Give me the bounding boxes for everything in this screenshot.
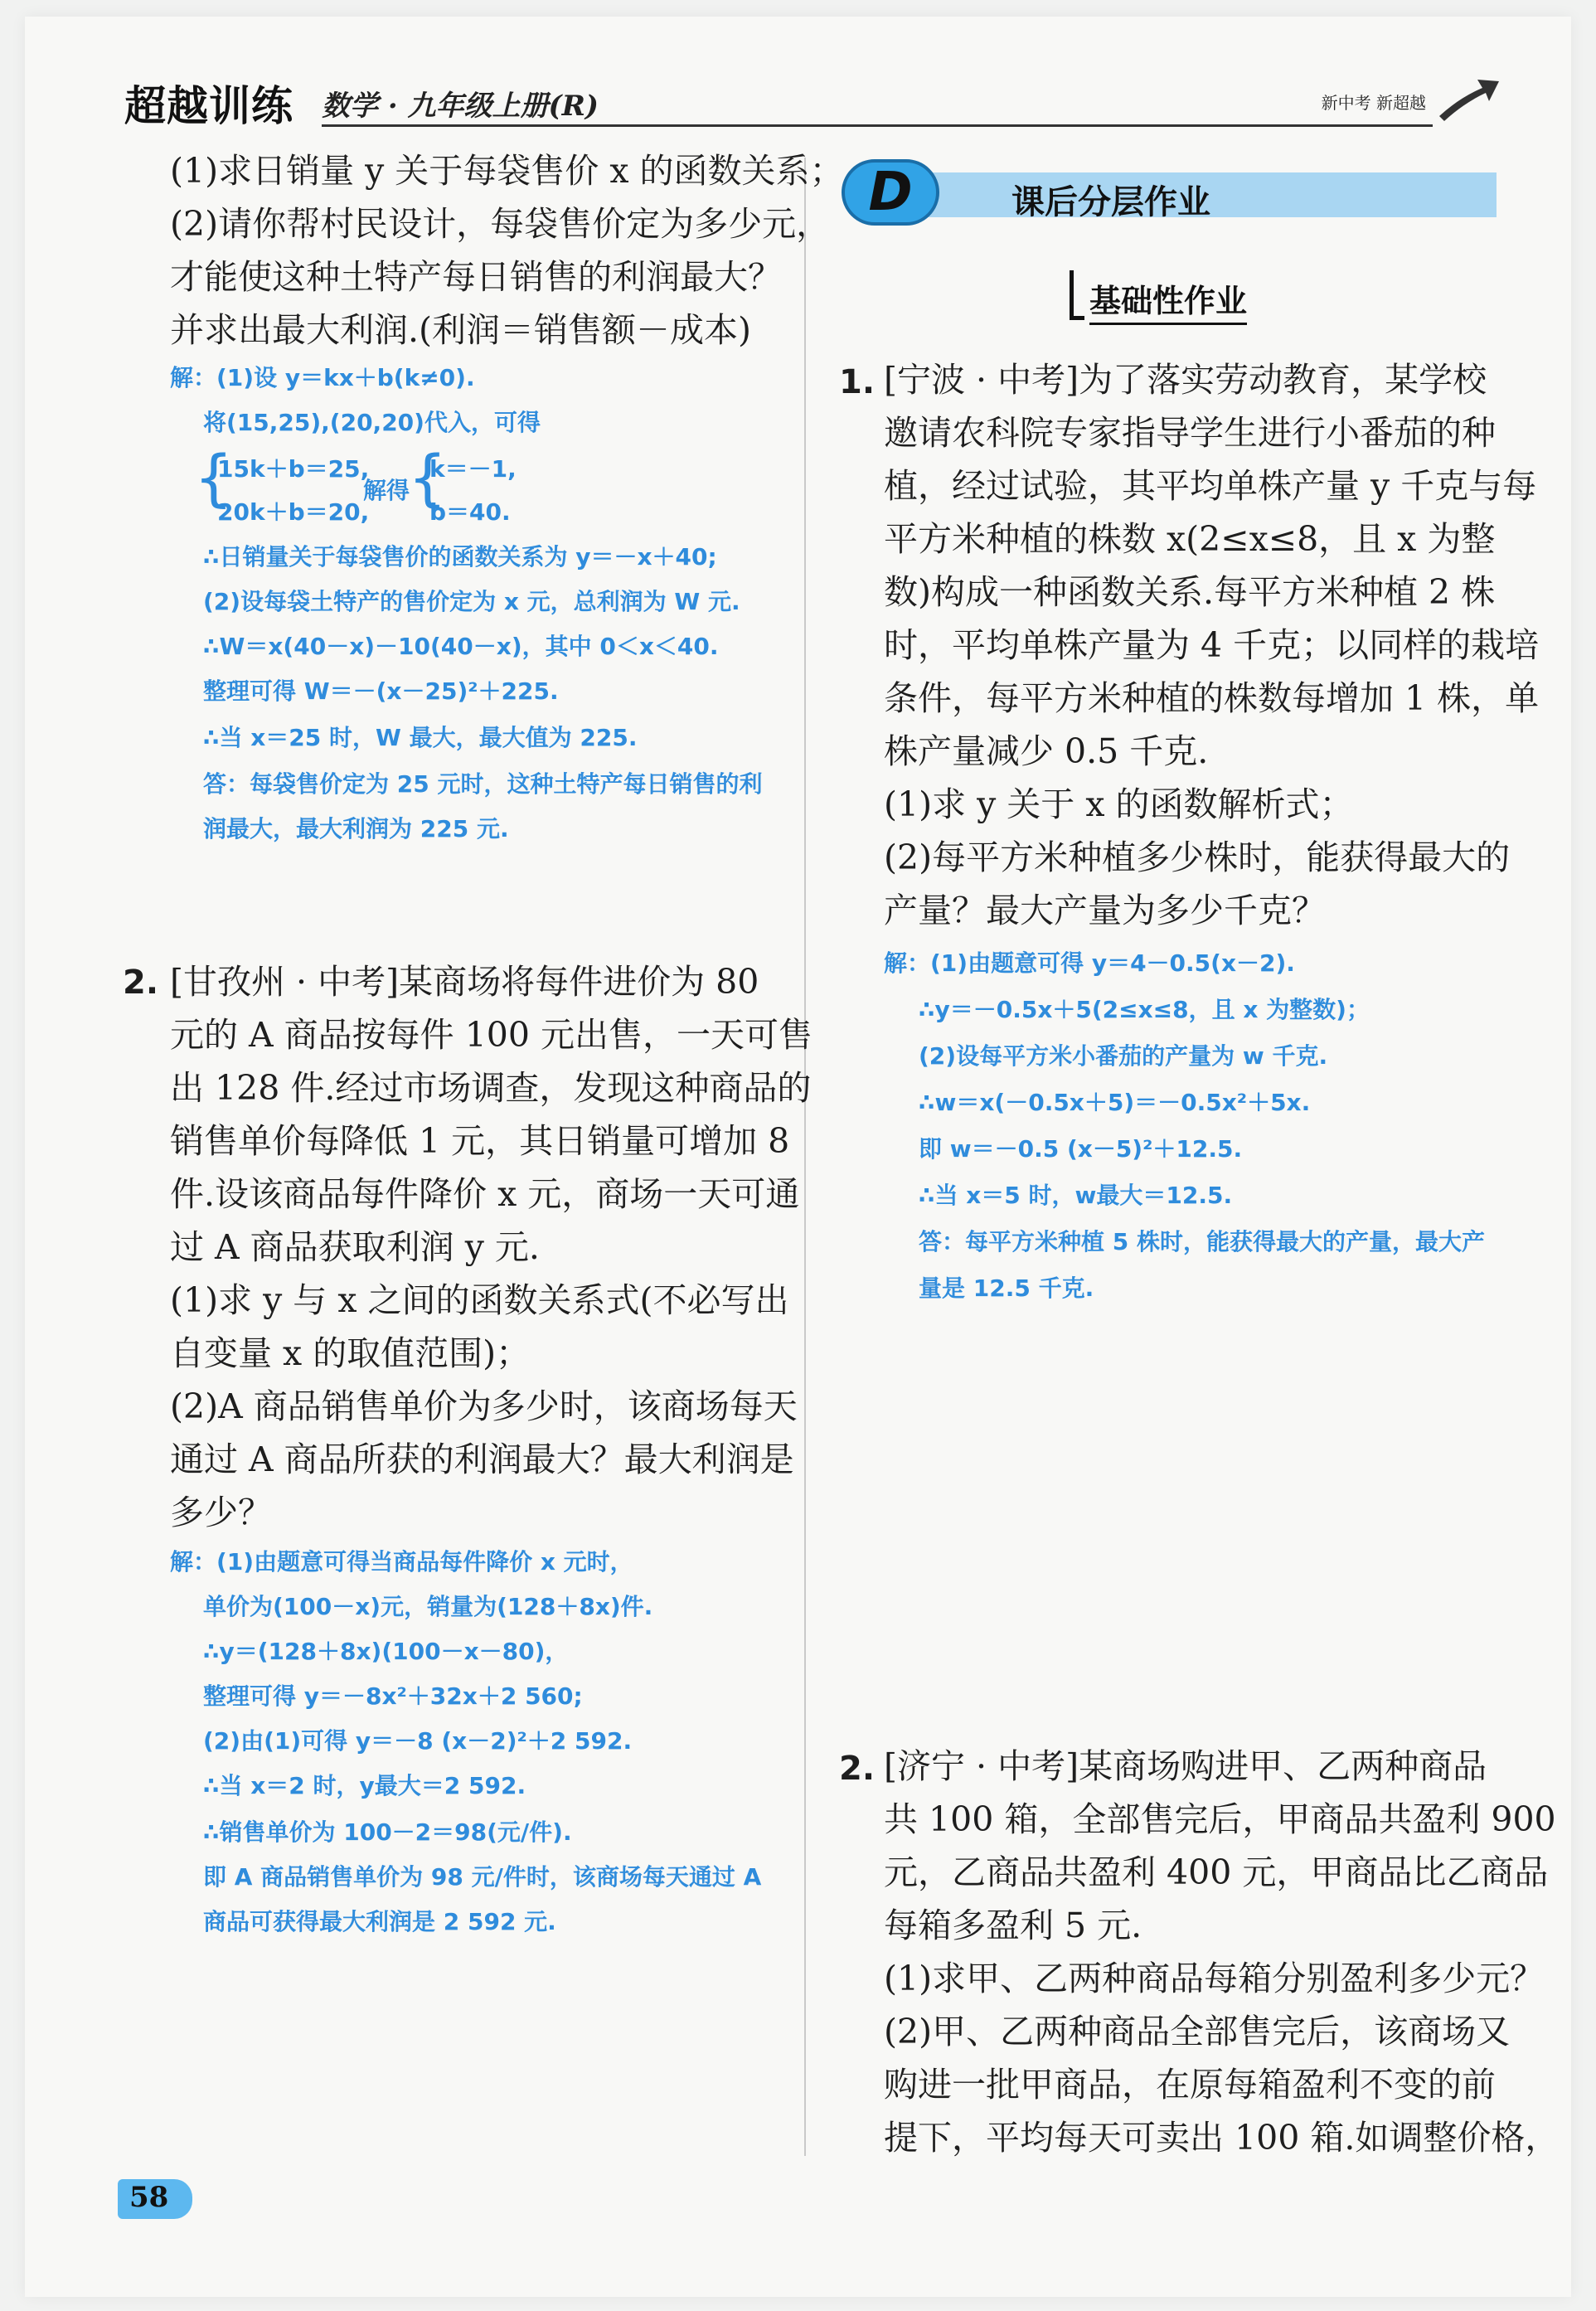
- header-slogan: 新中考 新超越: [1321, 93, 1426, 113]
- question-text: 过 A 商品获取利润 y 元.: [170, 1227, 540, 1267]
- question-text: 提下，平均每天可卖出 100 箱.如调整价格，: [884, 2118, 1560, 2158]
- page-number: 58: [129, 2181, 169, 2214]
- solution-line: 解：(1)由题意可得当商品每件降价 x 元时，: [170, 1548, 633, 1575]
- question-text: 条件，每平方米种植的株数每增加 1 株，单: [884, 678, 1540, 718]
- question-text: 元，乙商品共盈利 400 元，甲商品比乙商品: [884, 1852, 1549, 1892]
- book-subject: 数学 · 九年级上册(R): [322, 90, 599, 123]
- solution-line: 解：(1)由题意可得 y＝4－0.5(x－2).: [884, 949, 1295, 977]
- equation: 15k＋b＝25,: [217, 455, 370, 483]
- solution-line: ∴W＝x(40－x)－10(40－x)，其中 0＜x＜40.: [203, 633, 719, 660]
- question-text: 出 128 件.经过市场调查，发现这种商品的: [170, 1068, 812, 1108]
- question-text: 植，经过试验，其平均单株产量 y 千克与每: [884, 466, 1537, 506]
- arrow-icon: [1434, 73, 1501, 126]
- solution-line: 润最大，最大利润为 225 元.: [203, 815, 509, 842]
- page-header: [124, 73, 1501, 133]
- solution-line: 将(15,25),(20,20)代入，可得: [203, 409, 541, 436]
- left-brace-icon: {: [408, 443, 448, 514]
- solution-line: 整理可得 W＝－(x－25)²＋225.: [203, 677, 559, 705]
- solution-line: ∴销售单价为 100－2＝98(元/件).: [203, 1818, 572, 1846]
- equation: b＝40.: [429, 498, 511, 526]
- section-banner: [842, 159, 1497, 226]
- header-rule: [322, 124, 1433, 127]
- question-text: (1)求日销量 y 关于每袋售价 x 的函数关系；: [170, 151, 844, 191]
- section-title: 课后分层作业: [1011, 183, 1210, 221]
- solution-line: 即 A 商品销售单价为 98 元/件时，该商场每天通过 A: [203, 1863, 762, 1891]
- question-text: 并求出最大利润.(利润＝销售额－成本): [170, 310, 752, 350]
- question-text: [甘孜州 · 中考]某商场将每件进价为 80: [170, 962, 759, 1002]
- solution-line: 答：每袋售价定为 25 元时，这种土特产每日销售的利: [203, 770, 763, 798]
- question-number: 2.: [123, 964, 159, 1002]
- solution-line: (2)设每袋土特产的售价定为 x 元，总利润为 W 元.: [203, 588, 740, 615]
- question-text: 产量？最大产量为多少千克？: [884, 891, 1326, 930]
- equation: k＝－1,: [429, 455, 517, 483]
- solution-line: 商品可获得最大利润是 2 592 元.: [203, 1908, 556, 1935]
- solution-line: ∴当 x＝25 时，W 最大，最大值为 225.: [203, 724, 638, 751]
- solution-line: ∴y＝－0.5x＋5(2≤x≤8，且 x 为整数)；: [919, 996, 1370, 1023]
- question-text: 平方米种植的株数 x(2≤x≤8，且 x 为整: [884, 519, 1496, 559]
- solution-line: ∴当 x＝2 时，y最大＝2 592.: [203, 1772, 526, 1799]
- question-text: (1)求甲、乙两种商品每箱分别盈利多少元？: [884, 1959, 1545, 1998]
- question-text: (2)甲、乙两种商品全部售完后，该商场又: [884, 2012, 1511, 2051]
- question-text: [宁波 · 中考]为了落实劳动教育，某学校: [884, 360, 1487, 400]
- question-text: 时，平均单株产量为 4 千克；以同样的栽培: [884, 625, 1540, 665]
- question-text: 共 100 箱，全部售完后，甲商品共盈利 900: [884, 1799, 1556, 1839]
- left-brace-icon: {: [194, 443, 234, 514]
- question-text: 才能使这种土特产每日销售的利润最大？: [170, 257, 782, 297]
- solution-line: 整理可得 y＝－8x²＋32x＋2 560;: [203, 1682, 583, 1710]
- bracket-icon: [1070, 270, 1084, 320]
- question-text: 邀请农科院专家指导学生进行小番茄的种: [884, 413, 1496, 453]
- question-number: 2.: [839, 1750, 876, 1788]
- question-text: [济宁 · 中考]某商场购进甲、乙两种商品: [884, 1746, 1487, 1786]
- solution-line: ∴w＝x(－0.5x＋5)＝－0.5x²＋5x.: [919, 1089, 1311, 1116]
- question-text: 销售单价每降低 1 元，其日销量可增加 8: [170, 1121, 790, 1161]
- solution-line: ∴当 x＝5 时，w最大＝12.5.: [919, 1182, 1233, 1209]
- solution-line: 即 w＝－0.5 (x－5)²＋12.5.: [919, 1135, 1243, 1163]
- banner-badge: D: [842, 159, 939, 226]
- question-text: 元的 A 商品按每件 100 元出售，一天可售: [170, 1015, 813, 1055]
- subsection-title: 基础性作业: [1089, 275, 1247, 325]
- solution-line: 单价为(100－x)元，销量为(128＋8x)件.: [203, 1593, 653, 1620]
- question-text: (2)每平方米种植多少株时，能获得最大的: [884, 837, 1511, 877]
- solution-line: 量是 12.5 千克.: [919, 1274, 1094, 1302]
- column-divider: [804, 158, 806, 2156]
- question-text: 自变量 x 的取值范围)；: [170, 1333, 531, 1373]
- solution-line: ∴y＝(128＋8x)(100－x－80)，: [203, 1638, 569, 1665]
- solution-line: (2)设每平方米小番茄的产量为 w 千克.: [919, 1042, 1328, 1070]
- question-text: 多少？: [170, 1493, 272, 1532]
- question-text: (2)请你帮村民设计，每袋售价定为多少元，: [170, 204, 831, 244]
- question-text: 通过 A 商品所获的利润最大？最大利润是: [170, 1440, 794, 1479]
- question-text: (1)求 y 关于 x 的函数解析式；: [884, 784, 1354, 824]
- solve-label: 解得: [363, 477, 410, 504]
- question-text: (1)求 y 与 x 之间的函数关系式(不必写出: [170, 1280, 789, 1320]
- solution-line: ∴日销量关于每袋售价的函数关系为 y＝－x＋40;: [203, 543, 717, 570]
- equation: 20k＋b＝20,: [217, 498, 370, 526]
- question-text: 每箱多盈利 5 元.: [884, 1906, 1142, 1945]
- question-text: 数)构成一种函数关系.每平方米种植 2 株: [884, 572, 1496, 612]
- subsection-heading: [1070, 270, 1293, 325]
- solution-line: 答：每平方米种植 5 株时，能获得最大的产量，最大产: [919, 1228, 1485, 1255]
- solution-line: (2)由(1)可得 y＝－8 (x－2)²＋2 592.: [203, 1727, 633, 1755]
- brand-title: 超越训练: [124, 82, 293, 130]
- question-text: 件.设该商品每件降价 x 元，商场一天可通: [170, 1174, 800, 1214]
- question-text: 购进一批甲商品，在原每箱盈利不变的前: [884, 2065, 1496, 2105]
- solution-line: 解：(1)设 y＝kx＋b(k≠0).: [170, 364, 475, 391]
- question-text: (2)A 商品销售单价为多少时，该商场每天: [170, 1386, 798, 1426]
- question-text: 株产量减少 0.5 千克.: [884, 731, 1209, 771]
- question-number: 1.: [839, 363, 876, 401]
